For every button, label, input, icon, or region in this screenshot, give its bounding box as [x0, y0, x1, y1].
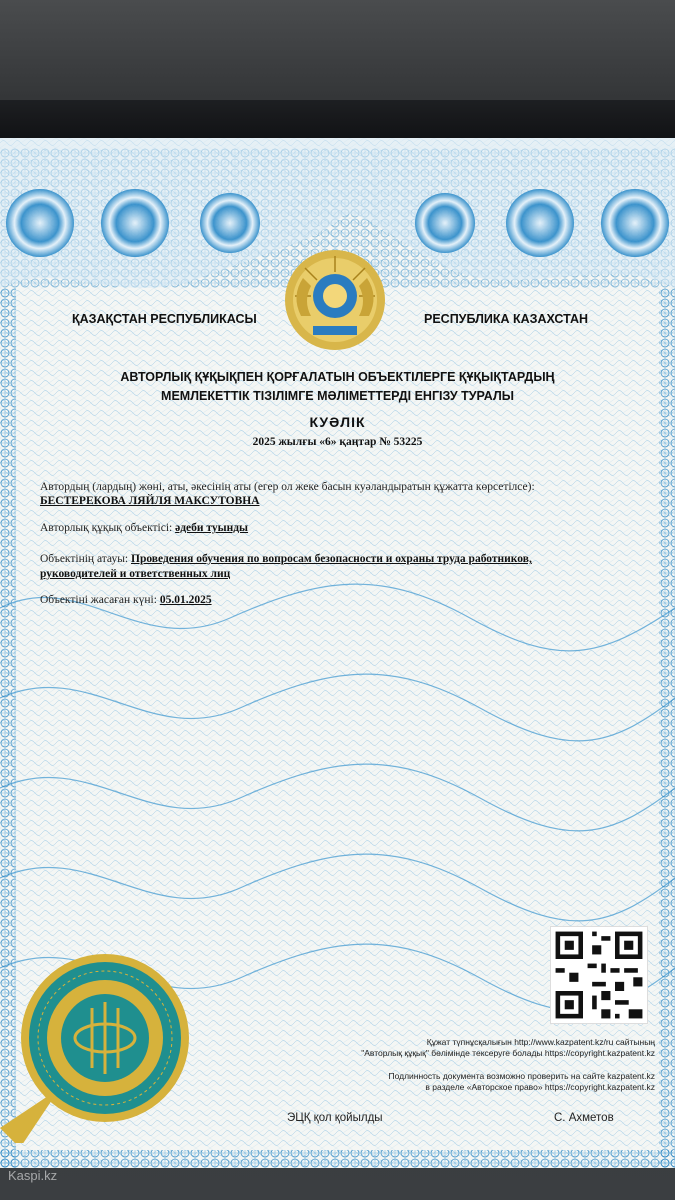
certificate-title-line-2: МЕМЛЕКЕТТІК ТІЗІЛІМГЕ МӘЛІМЕТТЕРДІ ЕНГІЗУ ТУРАЛЫ	[161, 389, 514, 403]
object-type-row	[40, 522, 248, 534]
author-value: БЕСТЕРЕКОВА ЛЯЙЛЯ МАКСУТОВНА	[40, 495, 260, 507]
certificate-title: КУӘЛІК	[309, 414, 366, 430]
object-name-value: Проведения обучения по вопросам безопасности и охраны труда работников,	[131, 553, 532, 565]
object-type-value: әдеби туынды	[175, 522, 249, 534]
registration-number: 2025 жылғы «6» қаңтар № 53225	[252, 436, 423, 448]
institute-seal-icon	[0, 938, 205, 1143]
author-label: Автордың (лардың) жөні, аты, әкесінің аты (егер ол жеке басын куәландыратын құжатта көрсетілсе):	[40, 481, 535, 493]
header-left: ҚАЗАҚСТАН РЕСПУБЛИКАСЫ	[72, 312, 257, 326]
qr-code[interactable]	[550, 926, 648, 1024]
verify-note-ru-1: Подлинность документа возможно проверить на сайте kazpatent.kz	[388, 1071, 655, 1081]
object-type-label: Авторлық құқық объектісі:	[40, 522, 173, 534]
creation-date-row	[40, 594, 212, 606]
object-name-value-2: руководителей и ответственных лиц	[40, 568, 231, 580]
certificate-sheet	[0, 138, 675, 1168]
verify-note-kz-2: "Авторлық құқық" бөлімінде тексеруге болады https://copyright.kazpatent.kz	[361, 1048, 655, 1058]
verify-note-ru-2: в разделе «Авторское право» https://copyright.kazpatent.kz	[425, 1082, 655, 1092]
monitor-bezel	[0, 100, 675, 140]
verify-note-kz-1: Құжат түпнұсқалығын http://www.kazpatent.kz/ru сайтының	[426, 1037, 655, 1047]
creation-date-value: 05.01.2025	[159, 594, 212, 606]
creation-date-label: Объектіні жасаған күні:	[40, 594, 157, 606]
watermark: Kaspi.kz	[8, 1168, 58, 1183]
signer-name: С. Ахметов	[554, 1112, 614, 1124]
object-name-row-2	[40, 568, 230, 580]
certificate-title-line-1: АВТОРЛЫҚ ҚҰҚЫҚПЕН ҚОРҒАЛАТЫН ОБЪЕКТІЛЕРГЕ ҚҰҚЫҚТАРДЫҢ	[120, 370, 555, 384]
object-name-row	[40, 553, 532, 565]
state-emblem-icon	[281, 246, 389, 354]
object-name-label: Объектінің атауы:	[40, 553, 129, 565]
header-right: РЕСПУБЛИКА КАЗАХСТАН	[424, 312, 589, 326]
digital-signature-label: ЭЦҚ қол қойылды	[287, 1112, 383, 1124]
